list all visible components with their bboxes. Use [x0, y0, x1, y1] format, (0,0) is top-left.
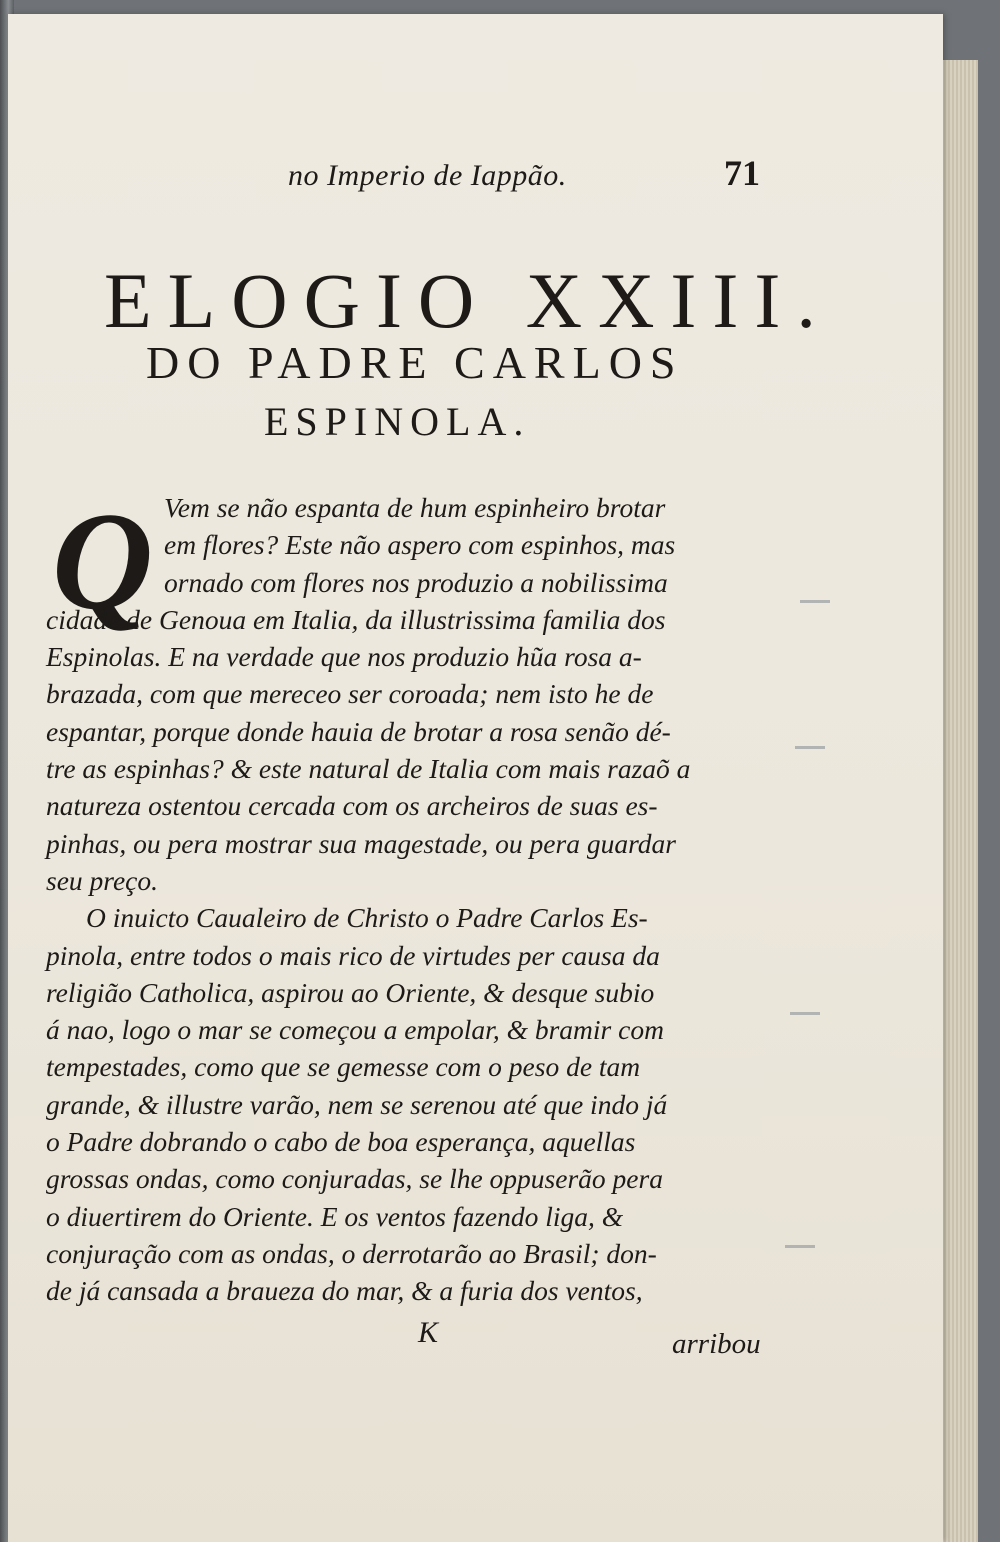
text-line: conjuração com as ondas, o derrotarão ao Brasil; don-	[46, 1237, 657, 1269]
text-line: ornado com flores nos produzio a nobilissima	[164, 566, 668, 598]
text-line: brazada, com que mereceo ser coroada; nem isto he de	[46, 678, 654, 710]
signature-mark: K	[418, 1316, 439, 1349]
text-line: Espinolas. E na verdade que nos produzio hũa rosa a-	[46, 641, 642, 673]
text-line: á nao, logo o mar se começou a empolar, & bramir com	[46, 1014, 664, 1046]
text-line: pinhas, ou pera mostrar sua magestade, ou pera guardar	[46, 827, 676, 859]
text-line: tre as espinhas? & este natural de Italia com mais razaõ a	[46, 753, 691, 785]
drop-cap: Q	[52, 484, 154, 639]
text-line: seu preço.	[46, 864, 159, 896]
text-line: de já cansada a braueza do mar, & a furia dos ventos,	[46, 1275, 643, 1307]
margin-mark	[790, 1012, 820, 1015]
paragraph-1	[46, 484, 786, 899]
text-line: em flores? Este não aspero com espinhos, mas	[164, 529, 676, 561]
elogio-title: ELOGIO XXIII.	[104, 257, 832, 344]
text-line: grande, & illustre varão, nem se serenou até que indo já	[46, 1088, 668, 1120]
margin-mark	[785, 1245, 815, 1248]
body-text	[46, 484, 786, 1310]
catchword: arribou	[672, 1328, 761, 1360]
paragraph-2	[46, 899, 786, 1309]
text-line: tempestades, como que se gemesse com o peso de tam	[46, 1051, 641, 1083]
elogio-subtitle-name: ESPINOLA.	[264, 399, 531, 444]
margin-mark	[795, 746, 825, 749]
page-edges	[938, 60, 978, 1542]
text-line: o Padre dobrando o cabo de boa esperança, aquellas	[46, 1126, 636, 1158]
page-number: 71	[724, 153, 760, 193]
book-page	[8, 14, 943, 1542]
elogio-subtitle: DO PADRE CARLOS	[146, 337, 684, 388]
text-line: O inuicto Caualeiro de Christo o Padre Carlos Es-	[86, 902, 648, 934]
text-line: Vem se não espanta de hum espinheiro brotar	[164, 492, 666, 523]
margin-mark	[800, 600, 830, 603]
text-line: pinola, entre todos o mais rico de virtudes per causa da	[46, 939, 660, 971]
text-line: o diuertirem do Oriente. E os ventos fazendo liga, &	[46, 1200, 624, 1232]
text-line: natureza ostentou cercada com os archeiros de suas es-	[46, 790, 658, 822]
text-line: grossas ondas, como conjuradas, se lhe oppuserão pera	[46, 1163, 663, 1195]
text-line: espantar, porque donde hauia de brotar a rosa senão dé-	[46, 715, 671, 747]
text-line: cidade de Genoua em Italia, da illustrissima familia dos	[46, 603, 666, 635]
text-line: religião Catholica, aspirou ao Oriente, & desque subio	[46, 976, 655, 1008]
running-head: no Imperio de Iappão.	[288, 159, 567, 192]
